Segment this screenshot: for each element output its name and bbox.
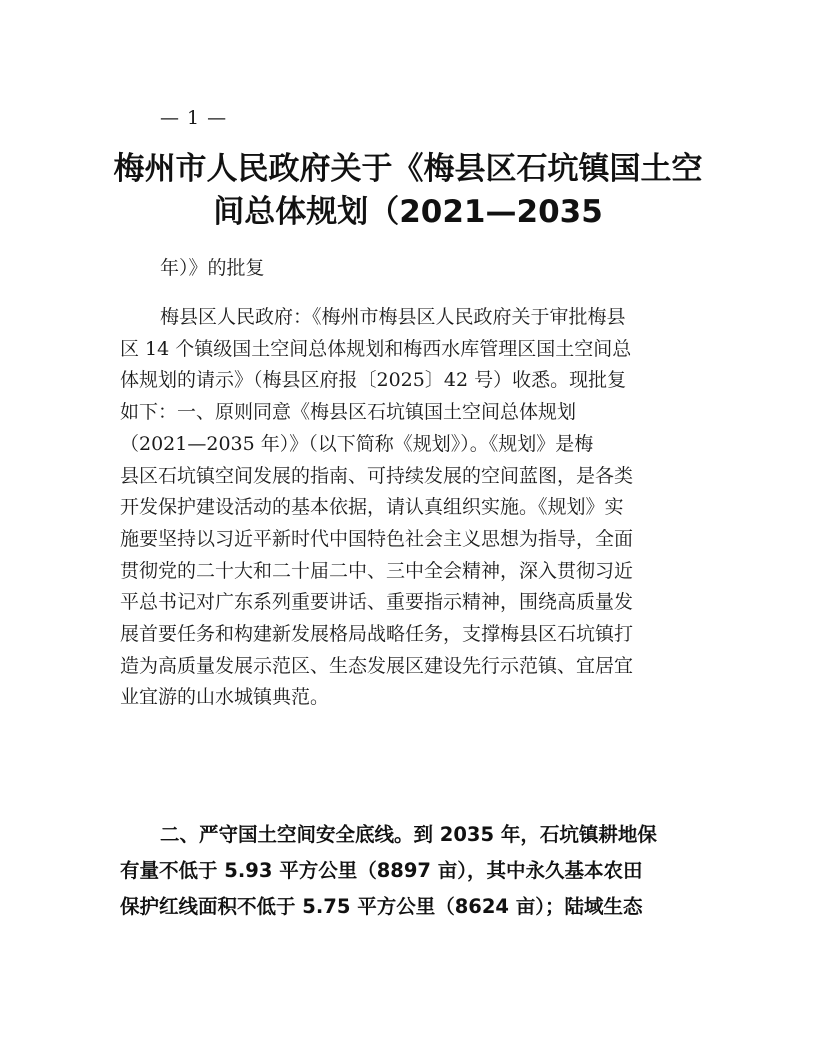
body-line: （2021—2035 年）》（以下简称《规划》）。《规划》是梅 <box>120 432 594 455</box>
body-line: 业宜游的山水城镇典范。 <box>120 686 330 709</box>
page-number: — 1 — <box>160 107 228 129</box>
body-line: 如下：一、原则同意《梅县区石坑镇国土空间总体规划 <box>120 401 577 424</box>
section-two-line: 二、严守国土空间安全底线。到 2035 年，石坑镇耕地保 <box>160 823 657 846</box>
body-line: 县区石坑镇空间发展的指南、可持续发展的空间蓝图，是各类 <box>120 464 634 487</box>
document-title <box>100 148 716 234</box>
body-line: 开发保护建设活动的基本依据，请认真组织实施。《规划》实 <box>120 496 624 519</box>
body-line: 施要坚持以习近平新时代中国特色社会主义思想为指导，全面 <box>120 527 634 550</box>
body-line: 贯彻党的二十大和二十届二中、三中全会精神，深入贯彻习近 <box>120 559 634 582</box>
body-line: 平总书记对广东系列重要讲话、重要指示精神，围绕高质量发 <box>120 591 634 614</box>
body-paragraph <box>120 302 700 714</box>
body-line: 梅县区人民政府：《梅州市梅县区人民政府关于审批梅县 <box>160 306 626 328</box>
body-line: 展首要任务和构建新发展格局战略任务，支撑梅县区石坑镇打 <box>120 623 634 646</box>
body-line: 体规划的请示》（梅县区府报〔2025〕42 号）收悉。现批复 <box>120 369 627 392</box>
body-line: 区 14 个镇级国土空间总体规划和梅西水库管理区国土空间总 <box>120 337 632 360</box>
body-line: 造为高质量发展示范区、生态发展区建设先行示范镇、宜居宜 <box>120 654 634 677</box>
section-two-line: 有量不低于 5.93 平方公里（8897 亩），其中永久基本农田 <box>120 859 643 882</box>
document-subtitle: 年）》的批复 <box>160 257 265 279</box>
title-line: 梅州市人民政府关于《梅县区石坑镇国土空 <box>113 151 703 187</box>
section-two-line: 保护红线面积不低于 5.75 平方公里（8624 亩）；陆域生态 <box>120 895 643 918</box>
section-two-paragraph <box>120 817 700 925</box>
title-line: 间总体规划（2021—2035 <box>213 194 603 230</box>
